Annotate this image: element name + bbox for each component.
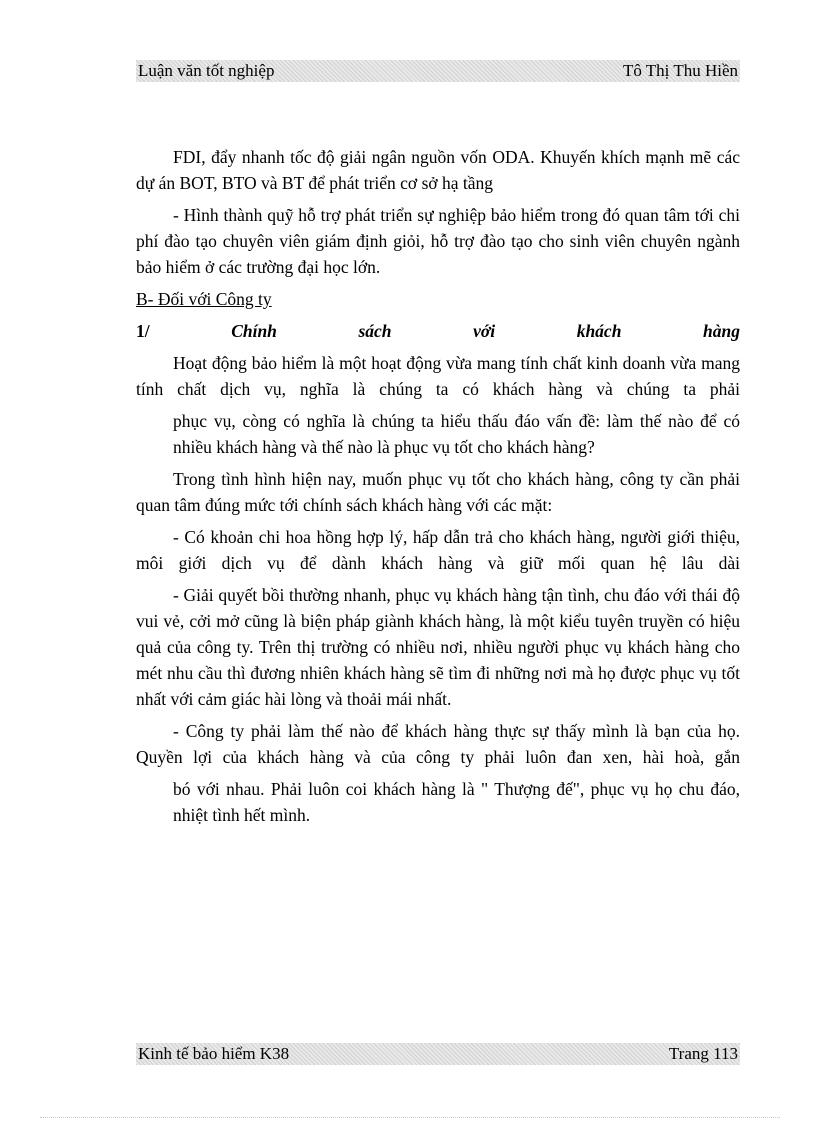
paragraph-insurance-activity: Hoạt động bảo hiểm là một hoạt động vừa mang tính chất kinh doanh vừa mang tính chất dịch vụ, nghĩa là chúng ta có khách hàng và chúng ta phải bbox=[136, 353, 740, 399]
footer-course: Kinh tế bảo hiểm K38 bbox=[138, 1044, 290, 1063]
page-header bbox=[136, 60, 740, 82]
paragraph-claims: - Giải quyết bồi thường nhanh, phục vụ khách hàng tận tình, chu đáo với thái độ vui vẻ, cởi mở cũng là biện pháp giành khách hàng, là một kiểu tuyên truyền có hiệu quả của công ty. Trên thị trường có nhiều nơi, nhiều người phục vụ khách hàng cho mét nhu cầu thì đương nhiên khách hàng sẽ tìm đi những nơi mà họ được phục vụ tốt nhất với cảm giác hài lòng và thoải mái nhất. bbox=[136, 585, 740, 709]
header-author: Tô Thị Thu Hiền bbox=[622, 61, 738, 80]
policy-heading-word: Chính bbox=[231, 321, 277, 341]
policy-heading-word: với bbox=[473, 321, 496, 341]
paragraph-service: phục vụ, còng có nghĩa là chúng ta hiểu thấu đáo vấn đề: làm thế nào để có nhiều khách hàng và thế nào là phục vụ tốt cho khách hàng? bbox=[173, 411, 740, 457]
section-heading-b-text: B- Đối với Công ty bbox=[136, 289, 272, 309]
paragraph-customer-king: bó với nhau. Phải luôn coi khách hàng là " Thượng đế", phục vụ họ chu đáo, nhiệt tình hết mình. bbox=[173, 779, 740, 825]
page-footer bbox=[136, 1043, 740, 1065]
document-body bbox=[136, 144, 740, 834]
header-thesis-title: Luận văn tốt nghiệp bbox=[138, 61, 275, 80]
footer-page-number: Trang 113 bbox=[668, 1044, 738, 1063]
policy-heading-word: hàng bbox=[703, 321, 740, 341]
paragraph-fdi: FDI, đẩy nhanh tốc độ giải ngân nguồn vốn ODA. Khuyến khích mạnh mẽ các dự án BOT, BTO và BT để phát triển cơ sở hạ tầng bbox=[136, 147, 740, 193]
paragraph-current-situation: Trong tình hình hiện nay, muốn phục vụ tốt cho khách hàng, công ty cần phải quan tâm đúng mức tới chính sách khách hàng với các mặt: bbox=[136, 469, 740, 515]
page-bottom-divider bbox=[40, 1117, 780, 1118]
paragraph-insurance-fund: - Hình thành quỹ hỗ trợ phát triển sự nghiệp bảo hiểm trong đó quan tâm tới chi phí đào tạo chuyên viên giám định giỏi, hỗ trợ đào tạo cho sinh viên chuyên ngành bảo hiểm ở các trường đại học lớn. bbox=[136, 205, 740, 277]
section-heading-b bbox=[136, 286, 740, 312]
paragraph-partnership: - Công ty phải làm thế nào để khách hàng thực sự thấy mình là bạn của họ. Quyền lợi của khách hàng và của công ty phải luôn đan xen, hài hoà, gắn bbox=[136, 721, 740, 767]
policy-heading-word: sách bbox=[358, 321, 392, 341]
policy-heading-number: 1/ bbox=[136, 321, 150, 341]
policy-heading bbox=[136, 318, 740, 344]
policy-heading-word: khách bbox=[576, 321, 622, 341]
paragraph-commission: - Có khoản chi hoa hồng hợp lý, hấp dẫn trả cho khách hàng, người giới thiệu, môi giới dịch vụ để dành khách hàng và giữ mối quan hệ lâu dài bbox=[136, 527, 740, 573]
